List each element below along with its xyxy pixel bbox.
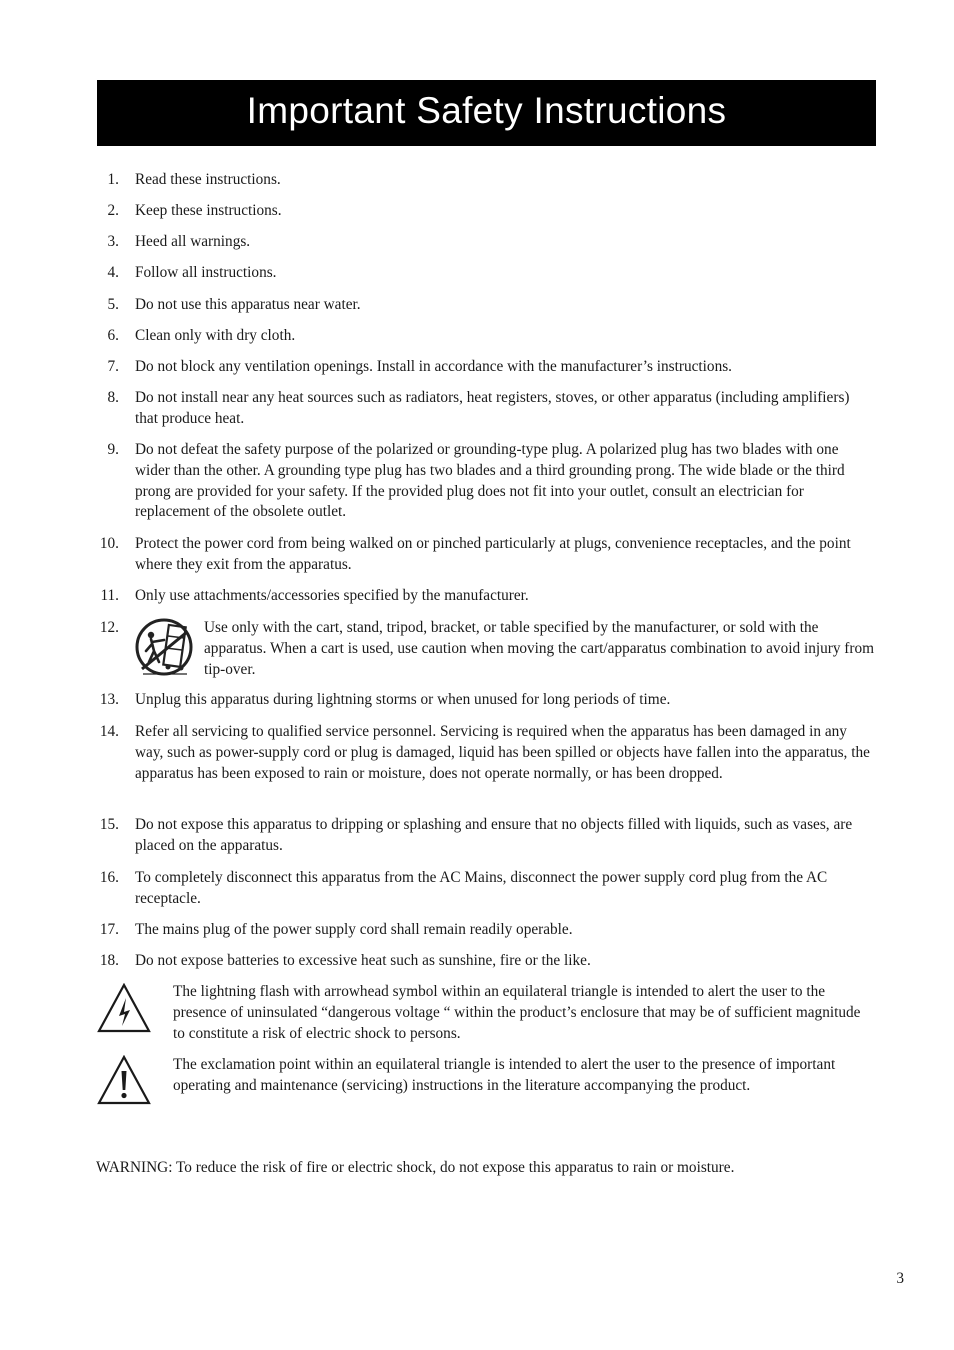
page-title: Important Safety Instructions (246, 90, 727, 131)
item-number: 8. (107, 389, 119, 406)
item-number: 5. (107, 296, 119, 313)
item-text: The mains plug of the power supply cord shall remain readily operable. (135, 921, 573, 938)
item-number: 6. (107, 327, 119, 344)
item-number: 2. (107, 202, 119, 219)
item-number: 16. (99, 869, 119, 886)
item-text: Refer all servicing to qualified service personnel. Servicing is required when the apparatus has been damaged in any way, such as power-supply cord or plug is damaged, liquid has been spilled or objects have fallen into the apparatus, the apparatus has been exposed to rain or moisture, does not operate normally, or has been dropped. (135, 723, 870, 782)
item-text: Do not install near any heat sources such as radiators, heat registers, stoves, or other apparatus (including amplifiers) that produce heat. (135, 389, 850, 427)
item-text: Protect the power cord from being walked on or pinched particularly at plugs, convenience receptacles, and the point where they exit from the apparatus. (135, 535, 851, 573)
lightning-triangle-icon (97, 983, 151, 1033)
item-text: Only use attachments/accessories specified by the manufacturer. (135, 587, 529, 604)
exclamation-symbol-explanation: The exclamation point within an equilateral triangle is intended to alert the user to the presence of important operating and maintenance (servicing) instructions in the literature accompanying the product. (173, 1056, 836, 1094)
item-number: 13. (99, 691, 119, 708)
item-text: Read these instructions. (135, 171, 281, 188)
item-number: 14. (99, 723, 119, 740)
item-number: 12. (99, 619, 119, 636)
warning-statement: WARNING: To reduce the risk of fire or electric shock, do not expose this apparatus to rain or moisture. (96, 1159, 735, 1176)
exclamation-triangle-icon (97, 1055, 151, 1105)
item-text: Clean only with dry cloth. (135, 327, 296, 344)
item-text: Do not expose batteries to excessive heat such as sunshine, fire or the like. (135, 952, 591, 969)
item-text: Do not expose this apparatus to dripping or splashing and ensure that no objects filled with liquids, such as vases, are placed on the apparatus. (135, 816, 853, 854)
item-text: To completely disconnect this apparatus from the AC Mains, disconnect the power supply cord plug from the AC receptacle. (135, 869, 828, 907)
item-text: Do not use this apparatus near water. (135, 296, 361, 313)
item-number: 18. (99, 952, 119, 969)
item-text: Do not block any ventilation openings. Install in accordance with the manufacturer’s instructions. (135, 358, 732, 375)
item-text: Follow all instructions. (135, 264, 277, 281)
lightning-symbol-explanation: The lightning flash with arrowhead symbol within an equilateral triangle is intended to alert the user to the presence of uninsulated “dangerous voltage “ within the product’s enclosure that may be of sufficient magnitude to constitute a risk of electric shock to persons. (173, 983, 861, 1042)
item-number: 17. (99, 921, 119, 938)
item-number: 4. (107, 264, 119, 281)
page-number: 3 (896, 1270, 904, 1287)
item-number: 10. (99, 535, 119, 552)
cart-tip-over-warning-icon (135, 618, 193, 676)
item-number: 1. (107, 171, 119, 188)
item-number: 15. (99, 816, 119, 833)
item-text: Do not defeat the safety purpose of the polarized or grounding-type plug. A polarized plug has two blades with one wider than the other. A grounding type plug has two blades and a third grounding prong. The wide blade or the third prong are provided for your safety. If the provided plug does not fit into your outlet, consult an electrician for replacement of the obsolete outlet. (135, 441, 845, 521)
item-text: Keep these instructions. (135, 202, 282, 219)
item-text: Heed all warnings. (135, 233, 251, 250)
title-banner (97, 80, 876, 146)
item-text: Unplug this apparatus during lightning storms or when unused for long periods of time. (135, 691, 671, 708)
item-text: Use only with the cart, stand, tripod, bracket, or table specified by the manufacturer, or sold with the apparatus. When a cart is used, use caution when moving the cart/apparatus combination to avoid injury from tip-over. (204, 619, 875, 678)
item-number: 3. (107, 233, 119, 250)
item-number: 11. (100, 587, 119, 604)
item-number: 9. (107, 441, 119, 458)
item-number: 7. (107, 358, 119, 375)
